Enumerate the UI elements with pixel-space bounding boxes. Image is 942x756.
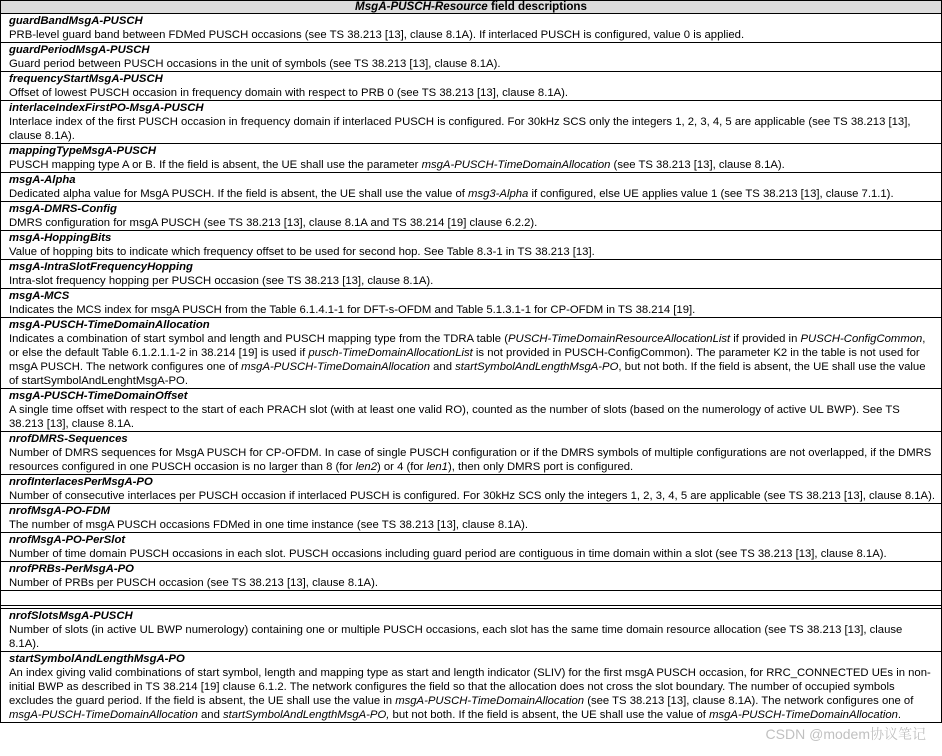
table-title-italic: MsgA-PUSCH-Resource <box>355 0 488 13</box>
field-reference: PUSCH-ConfigCommon <box>800 333 923 345</box>
description-text: Number of slots (in active UL BWP numerology) containing one or multiple PUSCH occasions, each slot has the same time domain resource allocation (see TS 38.213 [13], clause 8.1A). <box>9 624 903 650</box>
description-text: Number of consecutive interlaces per PUSCH occasion if interlaced PUSCH is configured. For 30kHz SCS only the integers 1, 2, 3, 4, 5 are applicable (see TS 38.213 [13], clause 8.1A). <box>9 490 935 502</box>
description-text: Number of time domain PUSCH occasions in each slot. PUSCH occasions including guard period are contiguous in time domain within a slot (see TS 38.213 [13], clause 8.1A). <box>9 548 887 560</box>
field-name: frequencyStartMsgA-PUSCH <box>9 73 163 85</box>
description-text: and <box>197 709 223 721</box>
description-text: is not provided in PUSCH-ConfigCommon). The parameter K2 in the table is not used for msgA PUSCH. The network configures one of <box>9 347 920 373</box>
field-description <box>9 86 935 100</box>
table-header <box>1 0 941 14</box>
field-reference: len1 <box>426 461 448 473</box>
field-description <box>9 28 935 42</box>
field-description <box>9 245 935 259</box>
description-text: The number of msgA PUSCH occasions FDMed in one time instance (see TS 38.213 [13], clause 8.1A). <box>9 519 529 531</box>
table-row <box>1 72 941 101</box>
field-description <box>9 547 935 561</box>
field-reference: msg3-Alpha <box>468 188 529 200</box>
rows-group-a <box>1 14 941 591</box>
description-text: ) or 4 (for <box>376 461 427 473</box>
description-text: Guard period between PUSCH occasions in the unit of symbols (see TS 38.213 [13], clause 8.1A). <box>9 58 501 70</box>
description-text: , but not both. If the field is absent, the UE shall use the value of startSymbolAndLenghtMsgA-PO. <box>9 361 926 387</box>
field-description <box>9 623 935 651</box>
field-description <box>9 115 935 143</box>
description-text: if provided in <box>730 333 801 345</box>
field-name: guardBandMsgA-PUSCH <box>9 15 143 27</box>
field-name: msgA-HoppingBits <box>9 232 112 244</box>
table-row <box>1 432 941 475</box>
table-title-plain: field descriptions <box>487 0 587 13</box>
field-reference: msgA-PUSCH-TimeDomainAllocation <box>709 709 898 721</box>
description-text: . <box>897 709 902 721</box>
description-text: DMRS configuration for msgA PUSCH (see TS 38.213 [13], clause 8.1A and TS 38.214 [19] clause 6.2.2). <box>9 217 538 229</box>
description-text: Number of PRBs per PUSCH occasion (see TS 38.213 [13], clause 8.1A). <box>9 577 378 589</box>
table-section-gap <box>1 591 941 609</box>
field-name: nrofInterlacesPerMsgA-PO <box>9 476 153 488</box>
field-description <box>9 518 935 532</box>
description-text: Dedicated alpha value for MsgA PUSCH. If the field is absent, the UE shall use the value of <box>9 188 469 200</box>
description-text: Indicates a combination of start symbol and length and PUSCH mapping type from the TDRA table ( <box>9 333 508 345</box>
description-text: if configured, else UE applies value 1 (see TS 38.213 [13], clause 7.1.1). <box>528 188 894 200</box>
description-text: and <box>429 361 456 373</box>
field-description <box>9 666 935 722</box>
table-row <box>1 475 941 504</box>
field-reference: msgA-PUSCH-TimeDomainAllocation <box>421 159 611 171</box>
field-reference: msgA-PUSCH-TimeDomainAllocation <box>9 709 198 721</box>
field-name: nrofMsgA-PO-FDM <box>9 505 111 517</box>
table-row <box>1 652 941 723</box>
field-description <box>9 446 935 474</box>
field-description <box>9 403 935 431</box>
field-name: interlaceIndexFirstPO-MsgA-PUSCH <box>9 102 204 114</box>
table-row <box>1 289 941 318</box>
table-row <box>1 609 941 652</box>
description-text: An index giving valid combinations of start symbol, length and mapping type as start and length indicator (SLIV) for the first msgA PUSCH occasion, for RRC_CONNECTED UEs in non-initial BWP as described in TS 38.214 [19] clause 6.1.2. The network configures the field so that the allocation does not cross the slot boundary. The number of occupied symbols excludes the guard period. If the field is absent, the UE shall use the value in <box>9 667 931 707</box>
field-description <box>9 187 935 201</box>
field-reference: msgA-PUSCH-TimeDomainAllocation <box>395 695 585 707</box>
field-description <box>9 158 935 172</box>
field-description <box>9 576 935 590</box>
field-name: nrofMsgA-PO-PerSlot <box>9 534 126 546</box>
field-name: mappingTypeMsgA-PUSCH <box>9 145 157 157</box>
field-name: nrofSlotsMsgA-PUSCH <box>9 610 133 622</box>
field-name: msgA-IntraSlotFrequencyHopping <box>9 261 193 273</box>
field-name: msgA-Alpha <box>9 174 76 186</box>
field-reference: msgA-PUSCH-TimeDomainAllocation <box>241 361 430 373</box>
field-name: nrofDMRS-Sequences <box>9 433 128 445</box>
table-row <box>1 533 941 562</box>
description-text: Number of DMRS sequences for MsgA PUSCH for CP-OFDM. In case of single PUSCH configuration or if the DMRS symbols of multiple configurations are not overlapped, if the DMRS resources configured in one PUSCH occasion is no larger than 8 (for <box>9 447 932 473</box>
table-row <box>1 231 941 260</box>
description-text: (see TS 38.213 [13], clause 8.1A). <box>610 159 785 171</box>
field-reference: len2 <box>355 461 377 473</box>
description-text: A single time offset with respect to the start of each PRACH slot (with at least one valid RO), counted as the number of slots (based on the numerology of active UL BWP). See TS 38.213 [13], clause 8.1A. <box>9 404 900 430</box>
field-description <box>9 57 935 71</box>
table-row <box>1 202 941 231</box>
table-row <box>1 144 941 173</box>
table-row <box>1 43 941 72</box>
field-description <box>9 303 935 317</box>
description-text: , or else the default Table 6.1.2.1.1-2 in 38.214 [19] is used if <box>9 333 926 359</box>
description-text: Offset of lowest PUSCH occasion in frequency domain with respect to PRB 0 (see TS 38.213 [13], clause 8.1A). <box>9 87 569 99</box>
field-description <box>9 332 935 388</box>
table-row <box>1 389 941 432</box>
description-text: PRB-level guard band between FDMed PUSCH occasions (see TS 38.213 [13], clause 8.1A). If interlaced PUSCH is configured, value 0 is applied. <box>9 29 745 41</box>
field-name: msgA-MCS <box>9 290 70 302</box>
table-row <box>1 318 941 389</box>
field-reference: PUSCH-TimeDomainResourceAllocationList <box>508 333 731 345</box>
field-reference: startSymbolAndLengthMsgA-PO, <box>223 709 390 721</box>
field-description <box>9 274 935 288</box>
rows-group-b <box>1 609 941 723</box>
field-name: nrofPRBs-PerMsgA-PO <box>9 563 134 575</box>
table-row <box>1 173 941 202</box>
table-row <box>1 14 941 43</box>
table-row <box>1 504 941 533</box>
field-name: startSymbolAndLengthMsgA-PO <box>9 653 185 665</box>
field-name: msgA-PUSCH-TimeDomainAllocation <box>9 319 210 331</box>
field-name: msgA-PUSCH-TimeDomainOffset <box>9 390 188 402</box>
field-description <box>9 489 935 503</box>
table-row <box>1 260 941 289</box>
description-text: Intra-slot frequency hopping per PUSCH occasion (see TS 38.213 [13], clause 8.1A). <box>9 275 434 287</box>
description-text: but not both. If the field is absent, the UE shall use the value of <box>389 709 710 721</box>
description-text: Indicates the MCS index for msgA PUSCH from the Table 6.1.4.1-1 for DFT-s-OFDM and Table 5.1.3.1-1 for CP-OFDM in TS 38.214 [19]. <box>9 304 696 316</box>
description-text: Interlace index of the first PUSCH occasion in frequency domain if interlaced PUSCH is configured. For 30kHz SCS only the integers 1, 2, 3, 4, 5 are applicable (see TS 38.213 [13], clause 8.1A). <box>9 116 911 142</box>
watermark: CSDN @modem协议笔记 <box>765 726 926 742</box>
description-text: (see TS 38.213 [13], clause 8.1A). The network configures one of <box>584 695 914 707</box>
field-name: msgA-DMRS-Config <box>9 203 117 215</box>
description-text: ), then only DMRS port is configured. <box>447 461 634 473</box>
table-row <box>1 562 941 591</box>
field-description <box>9 216 935 230</box>
field-reference: startSymbolAndLengthMsgA-PO <box>455 361 619 373</box>
field-name: guardPeriodMsgA-PUSCH <box>9 44 150 56</box>
description-text: Value of hopping bits to indicate which frequency offset to be used for second hop. See Table 8.3-1 in TS 38.213 [13]. <box>9 246 595 258</box>
table-row <box>1 101 941 144</box>
description-text: PUSCH mapping type A or B. If the field is absent, the UE shall use the parameter <box>9 159 422 171</box>
field-reference: pusch-TimeDomainAllocationList <box>308 347 473 359</box>
